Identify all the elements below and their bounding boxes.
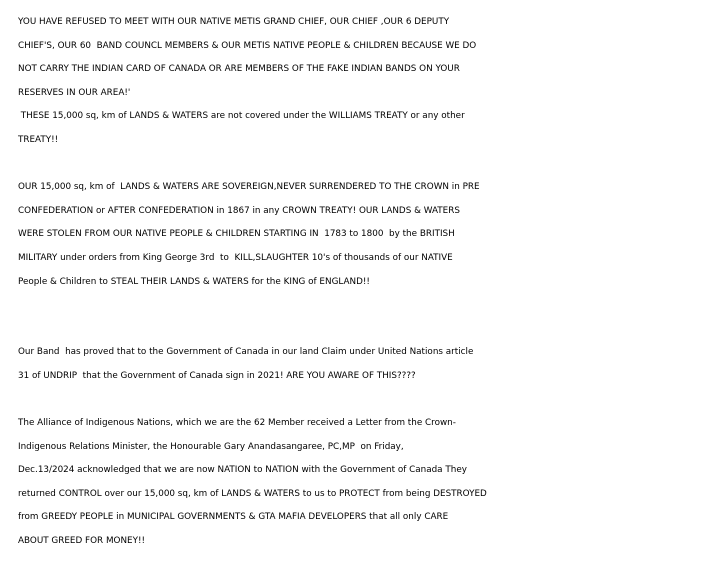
paragraph-spacer: [18, 153, 710, 177]
text-line: CONFEDERATION or AFTER CONFEDERATION in 1867 in any CROWN TREATY! OUR LANDS & WATERS: [18, 205, 460, 216]
paragraph-refusal: [18, 11, 710, 105]
paragraph-alliance: [18, 412, 710, 554]
text-line: OUR 15,000 sq, km of LANDS & WATERS ARE SOVEREIGN,NEVER SURRENDERED TO THE CROWN in PRE: [18, 182, 480, 193]
paragraph-spacer: [18, 294, 710, 341]
text-line: THESE 15,000 sq, km of LANDS & WATERS are not covered under the WILLIAMS TREATY or any other: [18, 111, 465, 122]
paragraph-land-claim: [18, 341, 710, 388]
paragraph-sovereignty: [18, 176, 710, 294]
text-line: YOU HAVE REFUSED TO MEET WITH OUR NATIVE METIS GRAND CHIEF, OUR CHIEF ,OUR 6 DEPUTY: [18, 17, 450, 27]
text-line: NOT CARRY THE INDIAN CARD OF CANADA OR ARE MEMBERS OF THE FAKE INDIAN BANDS ON YOUR: [18, 64, 460, 75]
text-line: from GREEDY PEOPLE in MUNICIPAL GOVERNMENTS & GTA MAFIA DEVELOPERS that all only CARE: [18, 512, 449, 523]
text-line: CHIEF'S, OUR 60 BAND COUNCL MEMBERS & OUR METIS NATIVE PEOPLE & CHILDREN BECAUSE WE DO: [18, 40, 477, 51]
text-line: Our Band has proved that to the Government of Canada in our land Claim under United Nations article: [18, 347, 474, 358]
text-line: People & Children to STEAL THEIR LANDS & WATERS for the KING of ENGLAND!!: [18, 276, 370, 287]
text-line: Dec.13/2024 acknowledged that we are now NATION to NATION with the Government of Canada They: [18, 465, 467, 476]
text-line: MILITARY under orders from King George 3rd to KILL,SLAUGHTER 10's of thousands of our NATIVE: [18, 252, 453, 263]
text-line: WERE STOLEN FROM OUR NATIVE PEOPLE & CHILDREN STARTING IN 1783 to 1800 by the BRITISH: [18, 229, 455, 240]
text-line: The Alliance of Indigenous Nations, which we are the 62 Member received a Letter from the Crown-: [18, 418, 456, 429]
paragraph-treaty: [18, 105, 710, 152]
text-line: 31 of UNDRIP that the Government of Canada sign in 2021! ARE YOU AWARE OF THIS????: [18, 370, 416, 381]
paragraph-spacer: [18, 389, 710, 413]
text-line: TREATY!!: [18, 134, 59, 145]
text-line: Indigenous Relations Minister, the Honourable Gary Anandasangaree, PC,MP on Friday,: [18, 441, 404, 452]
text-line: RESERVES IN OUR AREA!': [18, 87, 131, 98]
text-line: ABOUT GREED FOR MONEY!!: [18, 536, 146, 547]
text-line: returned CONTROL over our 15,000 sq, km of LANDS & WATERS to us to PROTECT from being DESTROYED: [18, 488, 487, 499]
